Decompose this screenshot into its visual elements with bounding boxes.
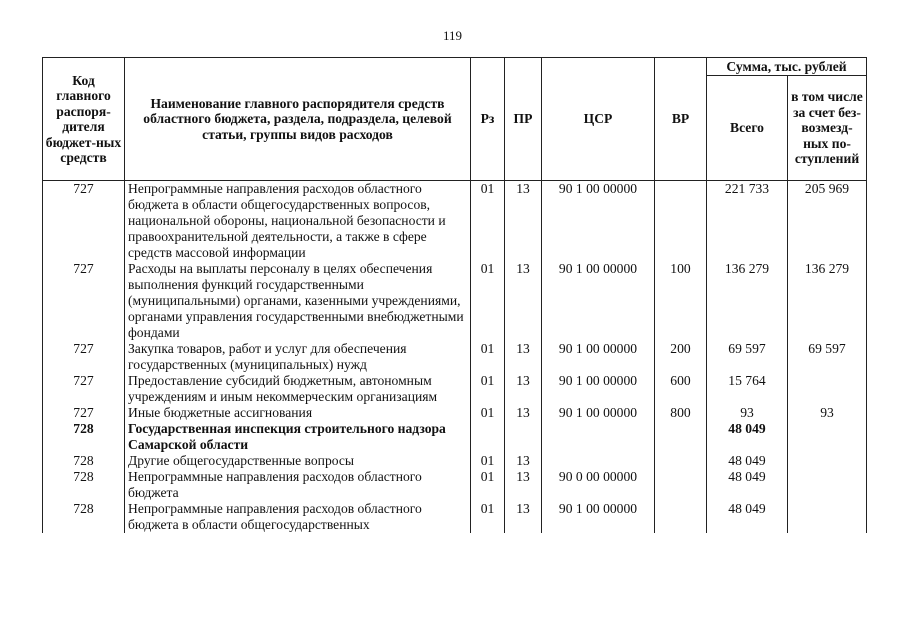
cell-name: Иные бюджетные ассигнования bbox=[125, 405, 471, 421]
cell-name: Непрограммные направления расходов областного бюджета в области общегосударственных bbox=[125, 501, 471, 533]
header-name: Наименование главного распорядителя средств областного бюджета, раздела, подраздела, целевой статьи, группы видов расходов bbox=[125, 58, 471, 181]
cell-rz: 01 bbox=[471, 181, 505, 262]
cell-vr bbox=[655, 469, 707, 501]
cell-free: 69 597 bbox=[788, 341, 867, 373]
cell-total: 221 733 bbox=[707, 181, 788, 262]
cell-code: 727 bbox=[43, 261, 125, 341]
cell-total: 48 049 bbox=[707, 469, 788, 501]
cell-vr: 800 bbox=[655, 405, 707, 421]
cell-csr bbox=[542, 421, 655, 453]
cell-rz: 01 bbox=[471, 373, 505, 405]
cell-rz: 01 bbox=[471, 405, 505, 421]
cell-total: 48 049 bbox=[707, 453, 788, 469]
cell-rz: 01 bbox=[471, 261, 505, 341]
cell-vr bbox=[655, 181, 707, 262]
table-row bbox=[43, 373, 867, 405]
table-body bbox=[43, 181, 867, 534]
cell-pr: 13 bbox=[505, 405, 542, 421]
cell-code: 728 bbox=[43, 469, 125, 501]
cell-code: 727 bbox=[43, 181, 125, 262]
cell-csr: 90 1 00 00000 bbox=[542, 501, 655, 533]
table-row bbox=[43, 501, 867, 533]
header-vr: ВР bbox=[655, 58, 707, 181]
cell-csr: 90 1 00 00000 bbox=[542, 373, 655, 405]
table-row bbox=[43, 341, 867, 373]
page-number: 119 bbox=[442, 28, 463, 43]
header-sum-group: Сумма, тыс. рублей bbox=[707, 58, 867, 76]
cell-vr bbox=[655, 453, 707, 469]
table-row bbox=[43, 181, 867, 262]
header-csr: ЦСР bbox=[542, 58, 655, 181]
cell-total: 69 597 bbox=[707, 341, 788, 373]
cell-code: 727 bbox=[43, 405, 125, 421]
cell-total: 136 279 bbox=[707, 261, 788, 341]
table-header bbox=[43, 58, 867, 181]
cell-rz: 01 bbox=[471, 341, 505, 373]
header-rz: Рз bbox=[471, 58, 505, 181]
cell-pr: 13 bbox=[505, 469, 542, 501]
cell-name: Непрограммные направления расходов областного бюджета в области общегосударственных вопросов, национальной обороны, национальной безопасности и правоохранительной деятельности, а также в сфере средств массовой информации bbox=[125, 181, 471, 262]
cell-free bbox=[788, 501, 867, 533]
cell-pr: 13 bbox=[505, 453, 542, 469]
cell-vr: 200 bbox=[655, 341, 707, 373]
cell-name: Расходы на выплаты персоналу в целях обеспечения выполнения функций государственными (муниципальными) органами, казенными учреждениями, органами управления государственными внебюджетными фондами bbox=[125, 261, 471, 341]
table-row bbox=[43, 453, 867, 469]
header-code: Код главного распоря-дителя бюджет-ных средств bbox=[43, 58, 125, 181]
cell-rz: 01 bbox=[471, 453, 505, 469]
cell-vr: 100 bbox=[655, 261, 707, 341]
cell-pr bbox=[505, 421, 542, 453]
cell-free bbox=[788, 469, 867, 501]
cell-name: Закупка товаров, работ и услуг для обеспечения государственных (муниципальных) нужд bbox=[125, 341, 471, 373]
cell-name: Другие общегосударственные вопросы bbox=[125, 453, 471, 469]
cell-total: 15 764 bbox=[707, 373, 788, 405]
cell-pr: 13 bbox=[505, 181, 542, 262]
cell-free bbox=[788, 421, 867, 453]
table-row bbox=[43, 261, 867, 341]
cell-code: 727 bbox=[43, 373, 125, 405]
cell-code: 727 bbox=[43, 341, 125, 373]
table-row bbox=[43, 405, 867, 421]
cell-total: 48 049 bbox=[707, 501, 788, 533]
cell-free: 205 969 bbox=[788, 181, 867, 262]
header-free: в том числе за счет без-возмезд-ных по-ступлений bbox=[788, 76, 867, 181]
cell-rz bbox=[471, 421, 505, 453]
cell-free bbox=[788, 373, 867, 405]
cell-rz: 01 bbox=[471, 501, 505, 533]
cell-name: Предоставление субсидий бюджетным, автономным учреждениям и иным некоммерческим организациям bbox=[125, 373, 471, 405]
cell-csr: 90 1 00 00000 bbox=[542, 261, 655, 341]
cell-pr: 13 bbox=[505, 373, 542, 405]
cell-name: Непрограммные направления расходов областного бюджета bbox=[125, 469, 471, 501]
cell-code: 728 bbox=[43, 453, 125, 469]
cell-pr: 13 bbox=[505, 501, 542, 533]
cell-rz: 01 bbox=[471, 469, 505, 501]
cell-vr: 600 bbox=[655, 373, 707, 405]
cell-vr bbox=[655, 421, 707, 453]
cell-total: 93 bbox=[707, 405, 788, 421]
cell-pr: 13 bbox=[505, 261, 542, 341]
budget-table bbox=[42, 57, 867, 533]
header-pr: ПР bbox=[505, 58, 542, 181]
cell-csr bbox=[542, 453, 655, 469]
cell-csr: 90 1 00 00000 bbox=[542, 181, 655, 262]
table-row bbox=[43, 469, 867, 501]
cell-name: Государственная инспекция строительного надзора Самарской области bbox=[125, 421, 471, 453]
cell-csr: 90 1 00 00000 bbox=[542, 405, 655, 421]
table-row bbox=[43, 421, 867, 453]
cell-csr: 90 1 00 00000 bbox=[542, 341, 655, 373]
header-total: Всего bbox=[707, 76, 788, 181]
cell-free: 93 bbox=[788, 405, 867, 421]
cell-free bbox=[788, 453, 867, 469]
cell-total: 48 049 bbox=[707, 421, 788, 453]
cell-free: 136 279 bbox=[788, 261, 867, 341]
cell-csr: 90 0 00 00000 bbox=[542, 469, 655, 501]
cell-pr: 13 bbox=[505, 341, 542, 373]
cell-vr bbox=[655, 501, 707, 533]
cell-code: 728 bbox=[43, 421, 125, 453]
cell-code: 728 bbox=[43, 501, 125, 533]
